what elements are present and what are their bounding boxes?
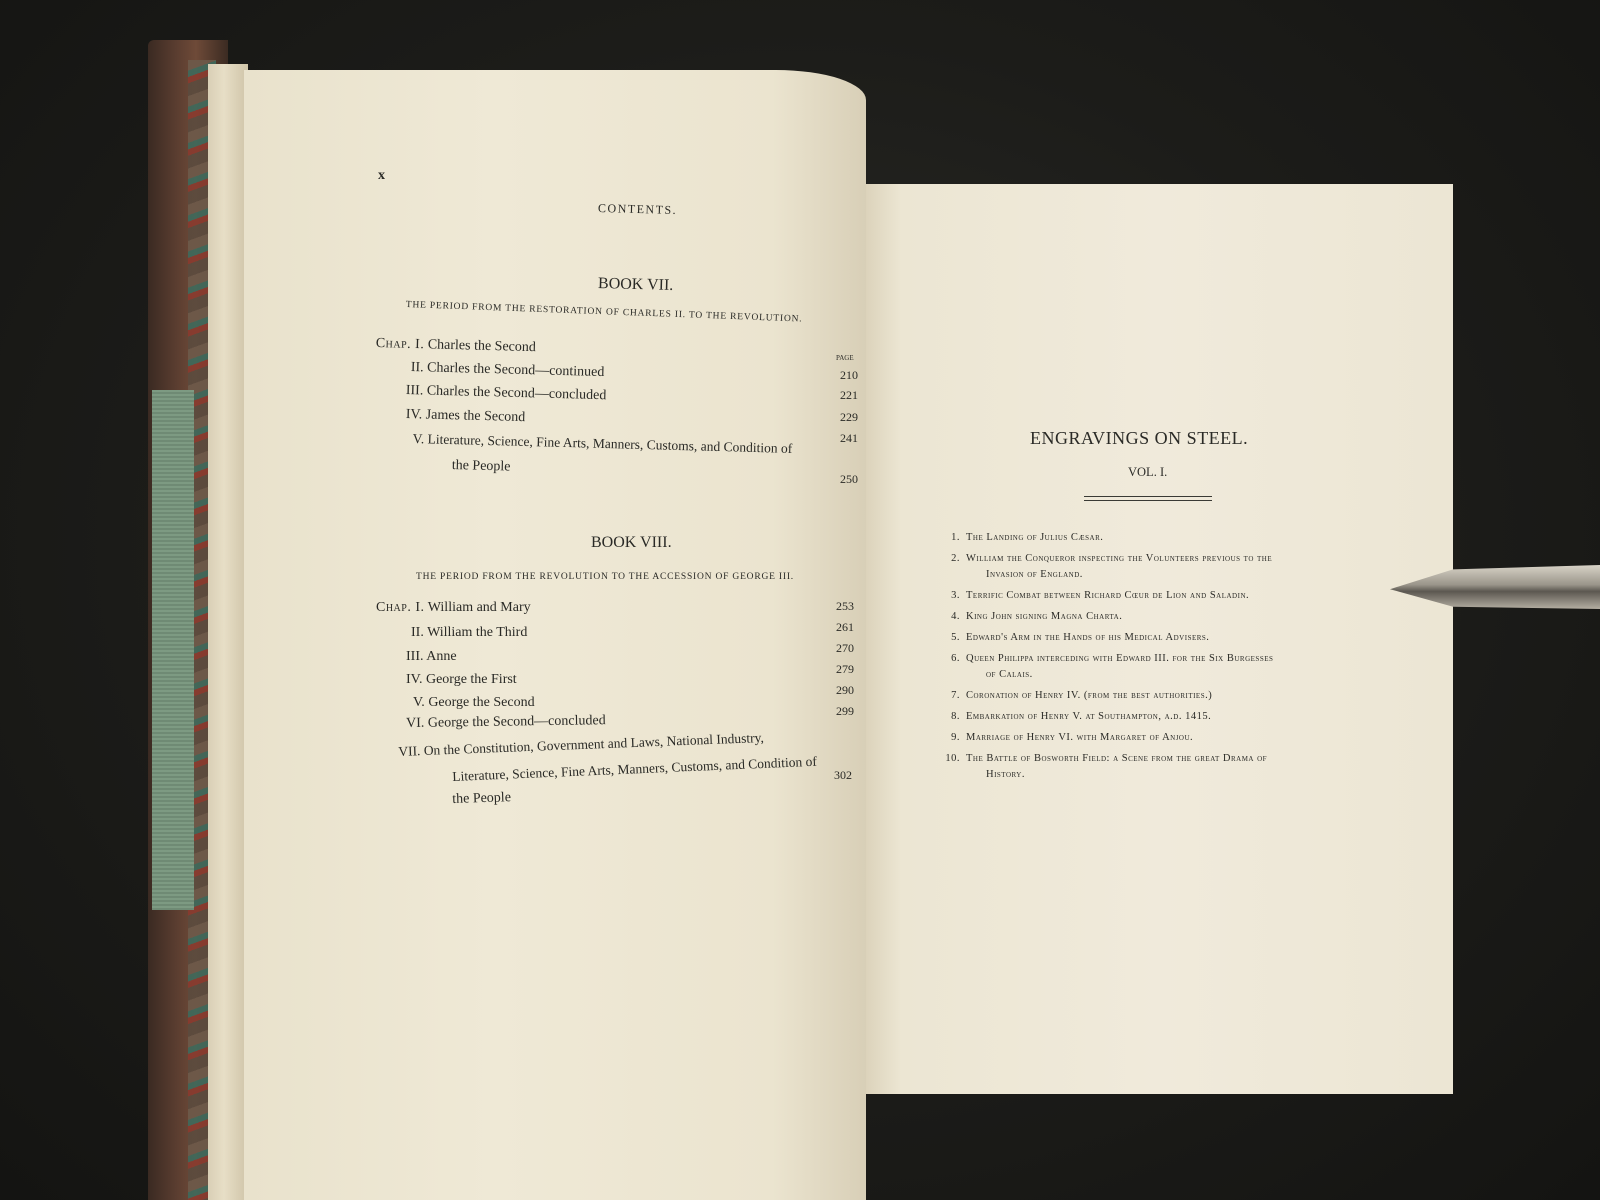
toc-row: [413, 695, 535, 711]
book8-subtitle: THE PERIOD FROM THE REVOLUTION TO THE ACCESSION OF GEORGE III.: [416, 572, 794, 582]
chapter-title-cont: the People: [452, 790, 512, 807]
chapter-page: 299: [836, 704, 854, 718]
chapter-number: V.: [412, 431, 425, 447]
chapter-number: III.: [406, 649, 424, 664]
page-edges: [208, 64, 248, 1200]
list-item: 3. Terrific Combat between Richard Cœur de Lion and Saladin.: [951, 590, 1250, 601]
chapter-page: 270: [836, 641, 854, 655]
list-item: 10. The Battle of Bosworth Field: a Scene from the great Drama of History.: [945, 753, 1268, 780]
list-item: 5. Edward's Arm in the Hands of his Medical Advisers.: [951, 632, 1210, 643]
list-item: 9. Marriage of Henry VI. with Margaret of Anjou.: [951, 732, 1194, 743]
toc-row: [406, 407, 526, 426]
chapter-title: James the Second: [425, 407, 526, 426]
list-item: 7. Coronation of Henry IV. (from the best authorities.): [951, 690, 1213, 701]
toc-row: [406, 649, 457, 665]
list-item: 4. King John signing Magna Charta.: [951, 611, 1123, 622]
running-head: CONTENTS.: [597, 200, 678, 218]
toc-row: [406, 713, 606, 732]
chapter-page: 253: [836, 599, 854, 613]
plates-title: ENGRAVINGS ON STEEL.: [1030, 428, 1249, 448]
chapter-title-cont: Literature, Science, Fine Arts, Manners, Customs, and Condition of: [452, 753, 818, 784]
chapter-number: V.: [413, 695, 425, 710]
chapter-title: Charles the Second: [427, 337, 537, 356]
chapter-number: IV.: [405, 407, 423, 423]
chapter-number: II.: [411, 625, 424, 640]
chapter-title: Literature, Science, Fine Arts, Manners, Customs, and Condition of: [427, 431, 793, 456]
volume-label: VOL. I.: [1128, 465, 1168, 479]
list-item: 2. William the Conqueror inspecting the Volunteers previous to the Invasion of England.: [951, 553, 1273, 580]
chapter-page: 302: [834, 768, 852, 782]
toc-row: [406, 672, 517, 688]
left-page: [244, 70, 866, 1200]
list-item: 1. The Landing of Julius Cæsar.: [951, 532, 1104, 543]
book8-heading: BOOK VIII.: [591, 534, 672, 551]
chapter-number: II.: [410, 360, 424, 376]
chapter-title: George the First: [425, 672, 517, 687]
chapter-number: Chap. I.: [375, 336, 425, 353]
chapter-number: VI.: [406, 715, 425, 731]
toc-row: [376, 600, 531, 616]
chapter-number: Chap. I.: [376, 600, 425, 615]
book7-heading: BOOK VII.: [597, 275, 674, 294]
list-item: 8. Embarkation of Henry V. at Southampton, a.d. 1415.: [951, 711, 1212, 722]
chapter-page: 290: [836, 683, 854, 697]
chapter-number: IV.: [406, 672, 423, 687]
chapter-page: 241: [840, 431, 858, 445]
chapter-title: On the Constitution, Government and Laws, National Industry,: [423, 729, 765, 759]
chapter-page: 210: [840, 368, 858, 382]
chapter-number: VII.: [398, 743, 421, 759]
chapter-number: III.: [405, 383, 424, 399]
spine-cloth: [152, 390, 194, 910]
chapter-title: George the Second: [428, 695, 535, 710]
chapter-title-cont: the People: [451, 458, 511, 475]
chapter-page: 221: [840, 388, 858, 402]
double-rule: [1084, 496, 1212, 501]
list-item: 6. Queen Philippa interceding with Edward III. for the Six Burgesses of Calais.: [951, 653, 1274, 680]
toc-row: [411, 625, 527, 641]
chapter-page: 261: [836, 620, 854, 634]
chapter-title: William and Mary: [427, 600, 531, 615]
chapter-page: 279: [836, 662, 854, 676]
page-number: x: [378, 168, 385, 183]
chapter-title: George the Second—concluded: [427, 713, 606, 731]
chapter-title: Charles the Second—continued: [426, 360, 605, 381]
chapter-page: 250: [840, 472, 858, 486]
chapter-page: 229: [840, 410, 858, 424]
book7-subtitle: THE PERIOD FROM THE RESTORATION OF CHARLES II. TO THE REVOLUTION.: [405, 300, 803, 325]
chapter-title: Charles the Second—concluded: [426, 383, 607, 404]
chapter-title: William the Third: [427, 625, 528, 640]
page-column-label: PAGE: [836, 354, 854, 362]
chapter-title: Anne: [426, 649, 457, 664]
